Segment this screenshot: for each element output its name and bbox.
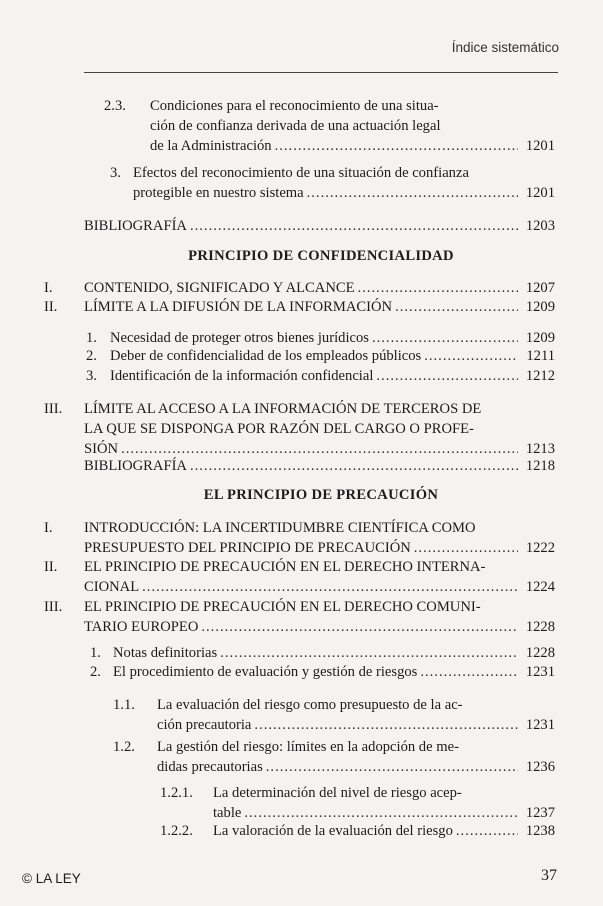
dot-leader <box>424 346 518 366</box>
entry-title-line: Condiciones para el reconocimiento de una situa- <box>150 98 439 114</box>
toc-entry[interactable] <box>110 366 555 386</box>
toc-entry[interactable] <box>84 518 555 558</box>
toc-entry[interactable] <box>84 278 555 298</box>
entry-title-line: didas precautorias <box>157 759 263 775</box>
entry-title-line: Efectos del reconocimiento de una situación de confianza <box>133 165 469 181</box>
entry-page-number: 1237 <box>525 805 555 821</box>
dot-leader <box>395 297 518 317</box>
dot-leader <box>190 216 518 236</box>
dot-leader <box>456 821 518 841</box>
dot-leader <box>201 617 518 637</box>
dot-leader <box>358 278 518 298</box>
entry-number: 3. <box>86 368 97 384</box>
entry-number: II. <box>44 299 58 315</box>
entry-page-number: 1211 <box>526 348 555 364</box>
entry-title-line: EL PRINCIPIO DE PRECAUCIÓN EN EL DERECHO COMUNI- <box>84 599 481 615</box>
entry-page-number: 1238 <box>525 823 555 839</box>
dot-leader <box>190 456 518 476</box>
entry-page-number: 1212 <box>525 368 555 384</box>
dot-leader <box>307 183 518 203</box>
entry-title-line: TARIO EUROPEO <box>84 619 199 635</box>
entry-page-number: 1224 <box>525 579 555 595</box>
entry-title-line: protegible en nuestro sistema <box>133 185 304 201</box>
entry-title-line: ción de confianza derivada de una actuación legal <box>150 118 441 134</box>
entry-number: III. <box>44 599 63 615</box>
entry-title-line: INTRODUCCIÓN: LA INCERTIDUMBRE CIENTÍFICA COMO <box>84 520 476 536</box>
entry-title-line: La evaluación del riesgo como presupuesto de la ac- <box>157 697 463 713</box>
entry-title-line: ción precautoria <box>157 717 252 733</box>
entry-title-line: EL PRINCIPIO DE PRECAUCIÓN EN EL DERECHO INTERNA- <box>84 559 486 575</box>
entry-page-number: 1231 <box>525 717 555 733</box>
entry-number: 1.2. <box>113 739 135 755</box>
toc-entry[interactable] <box>110 328 555 348</box>
toc-entry[interactable] <box>84 216 555 236</box>
entry-title-line: La gestión del riesgo: límites en la adopción de me- <box>157 739 459 755</box>
toc-entry[interactable] <box>110 346 555 366</box>
entry-page-number: 1228 <box>525 645 555 661</box>
entry-number: I. <box>44 520 53 536</box>
entry-number: 1.2.1. <box>160 785 193 801</box>
entry-title-line: SIÓN <box>84 441 119 457</box>
entry-number: III. <box>44 401 63 417</box>
toc-entry[interactable] <box>213 783 555 823</box>
dot-leader <box>372 328 518 348</box>
entry-title-line: La determinación del nivel de riesgo acep- <box>213 785 462 801</box>
entry-number: I. <box>44 280 53 296</box>
dot-leader <box>254 715 518 735</box>
toc-entry[interactable] <box>213 821 555 841</box>
dot-leader <box>220 643 518 663</box>
toc-entry[interactable] <box>84 597 555 637</box>
entry-page-number: 1201 <box>525 185 555 201</box>
dot-leader <box>266 757 518 777</box>
toc-entry[interactable] <box>157 737 555 777</box>
toc-entry[interactable] <box>113 662 555 682</box>
entry-title-line: CIONAL <box>84 579 140 595</box>
entry-number: 1. <box>86 330 97 346</box>
entry-number: 1.2.2. <box>160 823 193 839</box>
entry-page-number: 1209 <box>525 299 555 315</box>
entry-page-number: 1209 <box>525 330 555 346</box>
entry-page-number: 1201 <box>525 138 555 154</box>
entry-number: 3. <box>110 165 121 181</box>
toc-entry[interactable] <box>133 163 555 203</box>
toc-entry[interactable] <box>84 399 555 459</box>
dot-leader <box>420 662 518 682</box>
dot-leader <box>142 577 518 597</box>
entry-title-line: BIBLIOGRAFÍA <box>84 218 187 234</box>
entry-page-number: 1236 <box>525 759 555 775</box>
toc-entry[interactable] <box>157 695 555 735</box>
entry-title-line: PRESUPUESTO DEL PRINCIPIO DE PRECAUCIÓN <box>84 540 411 556</box>
entry-number: 1. <box>90 645 101 661</box>
entry-page-number: 1213 <box>525 441 555 457</box>
entry-number: 2. <box>90 664 101 680</box>
entry-title-line: Identificación de la información confidencial <box>110 368 374 384</box>
entry-title-line: Necesidad de proteger otros bienes jurídicos <box>110 330 369 346</box>
entry-title-line: LA QUE SE DISPONGA POR RAZÓN DEL CARGO O PROFE- <box>84 421 474 437</box>
entry-number: 2.3. <box>104 98 126 114</box>
dot-leader <box>376 366 518 386</box>
entry-title-line: LÍMITE A LA DIFUSIÓN DE LA INFORMACIÓN <box>84 299 393 315</box>
entry-page-number: 1222 <box>525 540 555 556</box>
entry-page-number: 1218 <box>525 458 555 474</box>
page-number: 37 <box>541 867 557 884</box>
entry-title-line: LÍMITE AL ACCESO A LA INFORMACIÓN DE TERCEROS DE <box>84 401 482 417</box>
entry-number: II. <box>44 559 58 575</box>
entry-number: 2. <box>86 348 97 364</box>
entry-title-line: CONTENIDO, SIGNIFICADO Y ALCANCE <box>84 280 355 296</box>
toc-entry[interactable] <box>150 96 555 156</box>
toc-entry[interactable] <box>84 297 555 317</box>
entry-title-line: El procedimiento de evaluación y gestión de riesgos <box>113 664 418 680</box>
toc-entry[interactable] <box>113 643 555 663</box>
entry-title-line: BIBLIOGRAFÍA <box>84 458 187 474</box>
entry-title-line: de la Administración <box>150 138 272 154</box>
entry-page-number: 1231 <box>525 664 555 680</box>
entry-title-line: table <box>213 805 242 821</box>
entry-title-line: La valoración de la evaluación del riesgo <box>213 823 453 839</box>
section-heading: PRINCIPIO DE CONFIDENCIALIDAD <box>188 248 454 264</box>
entry-page-number: 1207 <box>525 280 555 296</box>
dot-leader <box>244 803 518 823</box>
dot-leader <box>414 538 518 558</box>
entry-title-line: Deber de confidencialidad de los empleados públicos <box>110 348 422 364</box>
entry-title-line: Notas definitorias <box>113 645 218 661</box>
toc-entry[interactable] <box>84 456 555 476</box>
toc-entry[interactable] <box>84 557 555 597</box>
entry-page-number: 1228 <box>525 619 555 635</box>
section-heading: EL PRINCIPIO DE PRECAUCIÓN <box>203 487 439 503</box>
entry-page-number: 1203 <box>525 218 555 234</box>
entry-number: 1.1. <box>113 697 135 713</box>
publisher-footer: © LA LEY <box>22 871 81 886</box>
page-header: Índice sistemático <box>451 40 559 55</box>
dot-leader <box>275 136 518 156</box>
